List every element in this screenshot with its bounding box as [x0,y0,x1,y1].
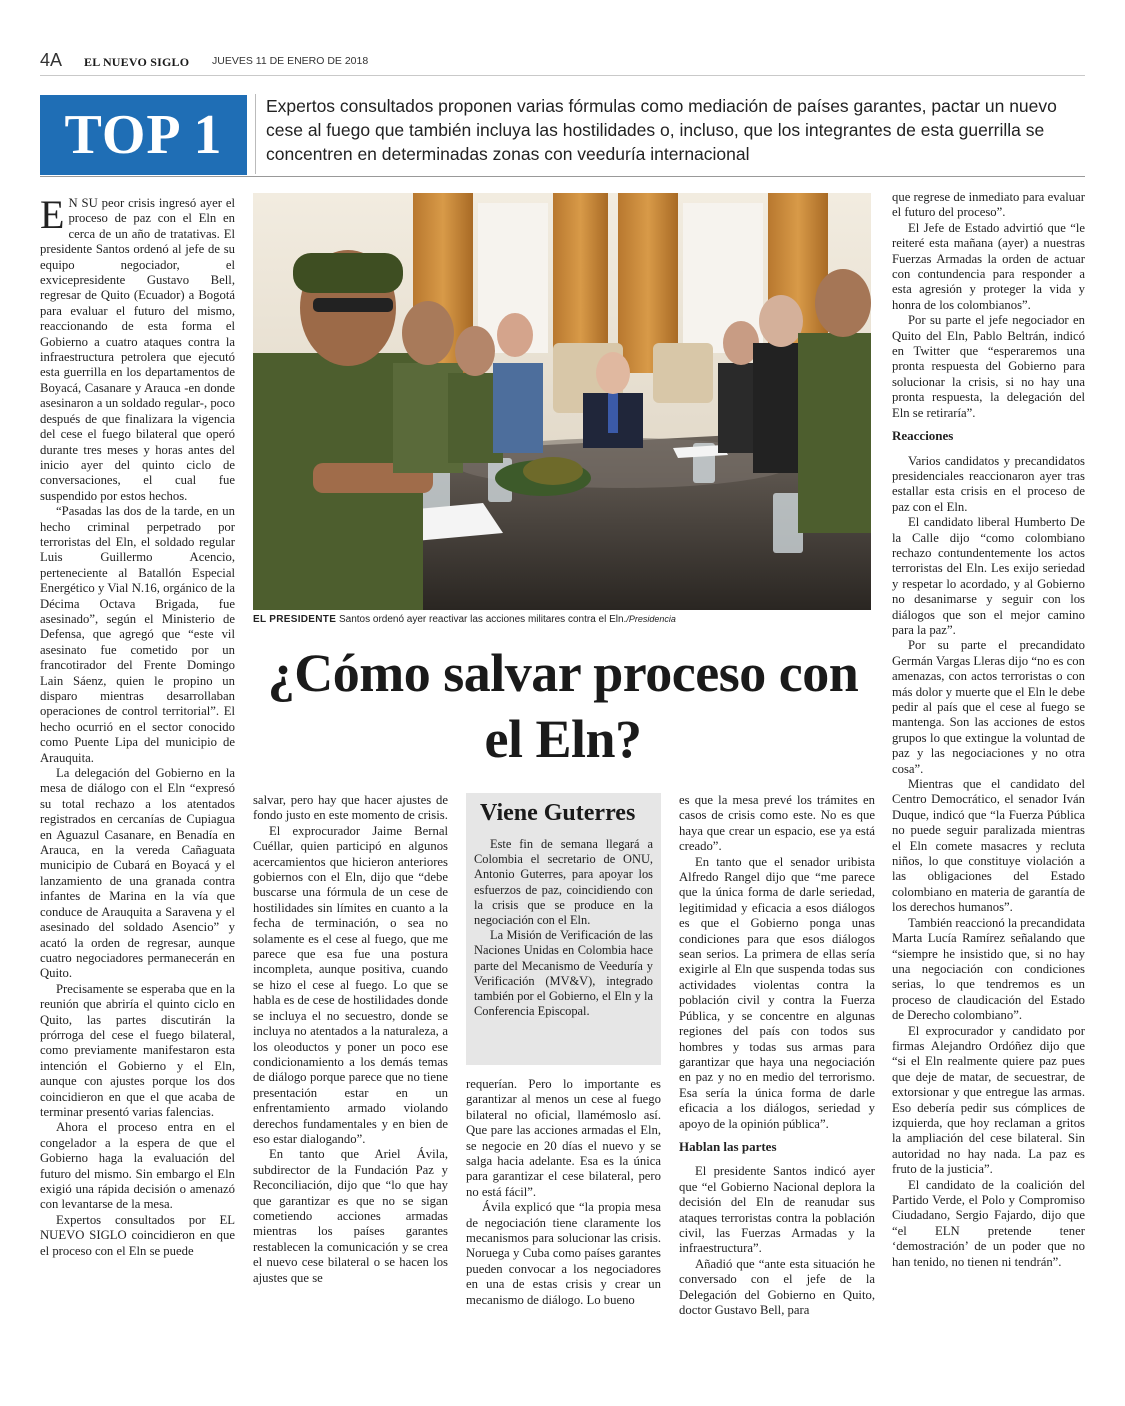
subheading: Hablan las partes [679,1138,777,1154]
paragraph: salvar, pero hay que hacer ajustes de fondo justo en este momento de crisis. [253,793,448,823]
paragraph: Expertos consultados por EL NUEVO SIGLO coincidieron en que el proceso con el Eln se puede [40,1212,235,1258]
drop-cap: E [40,196,65,237]
paragraph: Por su parte el precandidato Germán Vargas Lleras dijo “no es con amenazas, con actos terroristas o con más dolor y muerte que el Eln le debe pedir al país que el cese al fuego se mantenga. Son las acciones de estos grupos lo que extingue la voluntad de paz y las negociaciones y no otra cosa”. [892,638,1085,776]
publication-name: EL NUEVO SIGLO [84,55,190,69]
sidebar-title: Viene Guterres [480,800,636,826]
paragraph: El exprocurador Jaime Bernal Cuéllar, quien participó en algunos acercamientos que hicieron anteriores gobiernos con el Eln, dijo que “debe buscarse una fórmula de un cese de hostilidades sin límites en cuanto a la fecha de terminación, o sea no solamente es el cese al fuego, que me parece que esa fue una postura incompleta, aunque positiva, cuando se hizo el cese al fuego. Lo que se habla es de cese de hostilidades donde se incluya el no secuestro, donde se incluya no atentados a la naturaleza, a los oleoductos y poner un poco ese condicionamiento a los demás temas de diálogo porque parece que no tiene presentación estar en un enfrentamiento armado violando derechos fundamentales y en bien de eso estar dialogando”. [253,823,448,1146]
paragraph: La Misión de Verificación de las Naciones Unidas en Colombia hace parte del Mecanismo de Veeduría y Verificación (MV&V), integrado también por el Gobierno, el Eln y la Conferencia Episcopal. [474,928,653,1019]
article-column-4 [679,793,875,1393]
meeting-photo-illustration [253,193,871,610]
article-column-1 [40,196,235,1396]
lead-paragraph: E N SU peor crisis ingresó ayer el proceso de paz con el Eln en cerca de un año de tratativas. El presidente Santos ordenó al jefe de su equipo negociador, el exvicepresidente Gustavo Bell, regresar de Quito (Ecuador) a Bogotá para evaluar el futuro del mismo, reaccionando de esta forma el Gobierno a cuatro ataques contra la infraestructura petrolera que ejecutó esta guerrilla en los departamentos de Boyacá, Casanare y Arauca -en donde asesinaron a un soldado regular-, poco después de que finalizara la vigencia del cese el fuego bilateral que operó durante tres meses y horas antes del inicio ayer del quinto ciclo de conversaciones, el cual fue suspendido por estos hechos. [40,196,235,503]
paragraph: El presidente Santos indicó ayer que “el Gobierno Nacional deplora la decisión del Eln de reanudar sus ataques terroristas contra la población civil, las Fuerzas Armadas y la infraestructura”. [679,1164,875,1256]
section-divider [40,176,1085,177]
paragraph: Ahora el proceso entra en el congelador a la espera de que el Gobierno haga la evaluación del futuro del mismo. Sin embargo el Eln exigió una rápida decisión o amenazó con levantarse de la mesa. [40,1120,235,1212]
article-photo [253,193,871,610]
paragraph: El candidato liberal Humberto De la Calle dijo “como colombiano rechazo contundentemente los actos terroristas del Eln. Les exijo seriedad y respetar lo acordado, y al Gobierno no desanimarse y seguir con los diálogos que son el mejor camino para la paz”. [892,515,1085,637]
paragraph: El candidato de la coalición del Partido Verde, el Polo y Compromiso Ciudadano, Sergio Fajardo, dijo que “el ELN pretende tener ‘demostración’ de un poder que no han tenido, no tienen ni tendrán”. [892,1177,1085,1269]
article-headline: ¿Cómo salvar proceso con el Eln? [267,643,859,769]
article-column-5 [892,190,1085,1395]
paragraph: Por su parte el jefe negociador en Quito del Eln, Pablo Beltrán, indicó en Twitter que “esperaremos una pronta respuesta del Gobierno para solucionar la crisis, si no hay una pronta respuesta, la delegación del Eln se retiraría”. [892,313,1085,420]
page-number: 4A [40,50,63,70]
section-badge: TOP 1 [40,95,247,175]
paragraph: que regrese de inmediato para evaluar el futuro del proceso”. [892,190,1085,220]
paragraph: Varios candidatos y precandidatos presidenciales reaccionaron ayer tras estallar esta crisis en el proceso de paz con el Eln. [892,453,1085,514]
paragraph: En tanto que Ariel Ávila, subdirector de la Fundación Paz y Reconciliación, dijo que “lo que hay que garantizar es que no se sigan cometiendo acciones armadas mientras los países garantes restablecen la comunicación y se crea el nuevo cese bilateral o se hacen los ajustes que se [253,1147,448,1285]
article-column-2 [253,793,448,1393]
paragraph: “Pasadas las dos de la tarde, en un hecho criminal perpetrado por terroristas del Eln, el soldado regular Luis Guillermo Acencio, perteneciente al Batallón Especial Energético y Vial N.16, orgánico de la Décima Octava Brigada, fue asesinado”, según el Ministerio de Defensa, que agregó que “este vil asesinato fue cometido por un francotirador del Frente Domingo Lain Sáenz, quien le propino un disparo mientras desarrollaban operaciones de control territorial”. El hecho ocurrió en el sector conocido como Puente Lipa del municipio de Arauquita. [40,504,235,765]
photo-caption [253,614,873,625]
paragraph: Este fin de semana llegará a Colombia el secretario de ONU, Antonio Guterres, para apoyar los esfuerzos de paz, coincidiendo con la crisis que se produce en la negociación con el Eln. [474,837,653,928]
paragraph: La delegación del Gobierno en la mesa de diálogo con el Eln “expresó su total rechazo a los atentados registrados en cercanías de Cupiagua en Aguazul Casanare, en Benadía en Arauca, en la vereda Cañaguata municipio de Cubará en Boyacá y el lanzamiento de una granada contra infantes de Marina en la vía que conduce de Arauquita a Saravena y el asesinado del soldado Asencio” y acató la orden de regresar, aunque cuatro negociadores permanecerán en Quito. [40,766,235,981]
caption-credit: /Presidencia [626,614,676,624]
article-column-3 [466,1077,661,1397]
paragraph: requerían. Pero lo importante es garantizar al menos un cese al fuego bilateral no oficial, llamémoslo así. Que pare las acciones armadas el Eln, se negocie en 20 días el nuevo y se salga hacia adelante. Esa es la única para garantizar el cese bilateral, pero no está fácil”. [466,1077,661,1199]
paragraph: Precisamente se esperaba que en la reunión que abriría el quinto ciclo en Quito, las partes discutirán la prórroga del cese el fuego bilateral, como previamente manifestaron esta intención el Gobierno y el Eln, aunque con ajustes porque los dos coincidieron en que el que acaba de terminar presentó varias falencias. [40,981,235,1119]
paragraph: es que la mesa prevé los trámites en casos de crisis como este. No es que haya que crear un espacio, ese ya está creado”. [679,793,875,854]
article-deck: Expertos consultados proponen varias fórmulas como mediación de países garantes, pactar un nuevo cese al fuego que también incluya las hostilidades o, incluso, que los integrantes de esta guerrilla se concentren en determinadas zonas con veeduría internacional [255,94,1085,174]
sidebar-box [466,793,661,1065]
sidebar-body [474,837,653,1019]
paragraph: El exprocurador y candidato por firmas Alejandro Ordóñez dijo que “si el Eln realmente quiere paz pues que deje de matar, de secuestrar, de extorsionar y que entregue las armas. Eso debería pedir sus cómplices de izquierda, que hoy reclaman a gritos la ampliación del cese bilateral. Sin autoridad no hay nada. La paz es fruto de la justicia”. [892,1023,1085,1177]
paragraph: También reaccionó la precandidata Marta Lucía Ramírez señalando que “siempre he insistido que, si no hay una negociación con condiciones serias, lo que tendremos es un proceso de claudicación del Estado de Derecho colombiano”. [892,915,1085,1023]
publication-date: JUEVES 11 DE ENERO DE 2018 [212,55,369,67]
paragraph: El Jefe de Estado advirtió que “le reiteré esta mañana (ayer) a nuestras Fuerzas Armadas la orden de actuar con contundencia para responder a esta agresión y proteger la vida y honra de los colombianos”. [892,220,1085,312]
caption-lead: EL PRESIDENTE [253,614,337,625]
paragraph: Añadió que “ante esta situación he conversado con el jefe de la Delegación del Gobierno en Quito, doctor Gustavo Bell, para [679,1256,875,1317]
subheading: Reacciones [892,428,954,444]
page-header [40,50,1085,76]
paragraph: En tanto que el senador uribista Alfredo Rangel dijo que “me parece que la única forma de darle seriedad, legitimidad y eficacia a esos diálogos es que el Gobierno ponga unas condiciones para que esos diálogos sean serios. La primera de ellas sería exigirle al Eln que suspenda todas sus actividades violentas contra la población civil y contra la Fuerza Pública, y se concentre en algunas regiones del país con todos sus hombres y todas sus armas para garantizar que haya una negociación en paz y no en medio del terrorismo. Esa sería la única forma de darle eficacia a los diálogos, seriedad y apoyo de la opinión pública”. [679,854,875,1131]
paragraph: Ávila explicó que “la propia mesa de negociación tiene claramente los mecanismos para solucionar las crisis. Noruega y Cuba como países garantes pueden convocar a los negociadores en una de estas crisis y crear un mecanismo de diálogo. Lo bueno [466,1200,661,1307]
paragraph: Mientras que el candidato del Centro Democrático, el senador Iván Duque, indicó que “la Fuerza Pública no puede seguir paralizada mientras el Eln comete masacres y recluta niños, lo que constituye violación a las obligaciones del Estado colombiano en materia de garantía de los derechos humanos”. [892,777,1085,915]
caption-text: Santos ordenó ayer reactivar las acciones militares contra el Eln. [336,614,627,625]
